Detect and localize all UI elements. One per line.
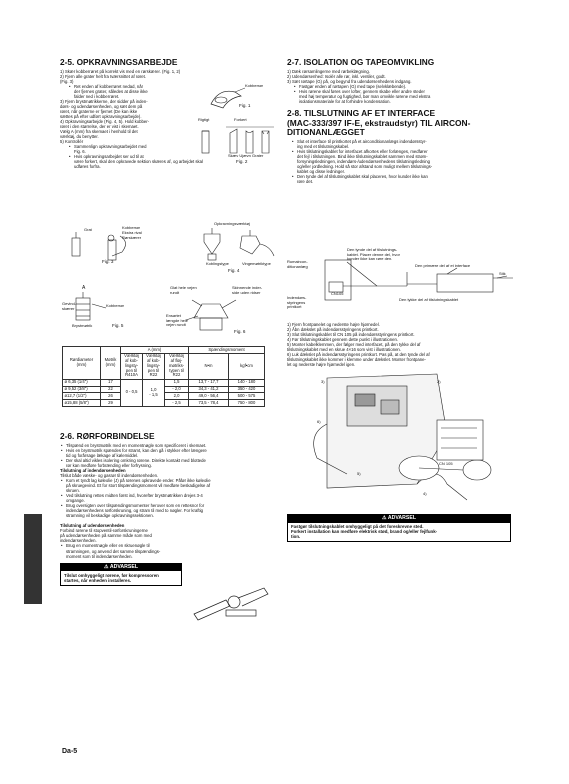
right-warning-box xyxy=(287,514,511,542)
indoor-unit-illustration xyxy=(287,364,517,504)
outdoor-connection-heading: Tilslutning af udendørsenheden xyxy=(60,523,125,529)
s27-bullet-1: • Fastgør enden af rørtapen (G) med tape (selvklæbende). xyxy=(299,84,509,89)
fig6-caption: Fig. 6 xyxy=(234,329,246,334)
diagram-label-primary: Den primære del af et interface xyxy=(415,263,471,268)
fig3-label-burr: Grat xyxy=(84,227,92,232)
photo-callout-6: 6) xyxy=(317,419,321,424)
th-kgf: kgf•cm xyxy=(229,353,265,379)
photo-callout-4: 4) xyxy=(423,491,427,496)
s27-item-2: 2) Udendørsenhed: Isolér alle rør, inkl. ventiler, godt. xyxy=(287,73,386,79)
fig1-label-copper: Kobberrør xyxy=(245,83,264,88)
photo-callout-2: 2) xyxy=(437,379,441,384)
cell-nm: 13,7 - 17,7 xyxy=(189,379,229,386)
flare-torque-table xyxy=(62,346,265,407)
cell-nut: 29 xyxy=(101,400,121,407)
outdoor-connection-text: Forbind rørene til stopventil-rørforskruningerne på udendørsenheden på samme måde som med indendørsenheden. xyxy=(60,528,152,544)
step-5: 5) Monter kabelklemmen, der følger med interfacet, på den tykke del af tilslutningskablet med en skrue 4×16 som vist i illustrationen. xyxy=(287,342,421,353)
wiring-drawing xyxy=(287,248,527,314)
th-nut: Møtrik (mm) xyxy=(101,347,121,380)
diagram-label-cn105: CN105 xyxy=(331,291,344,296)
language-side-tab xyxy=(24,514,42,604)
th-tool-r22: Værktøj af kob- lingsty- pen til R22 xyxy=(143,353,165,379)
fig6-label-even: Ensartet længde hele vejen rundt xyxy=(166,313,189,328)
fig5-caption: Fig. 5 xyxy=(112,323,124,328)
fig4-label-flare: Koblingstype xyxy=(206,261,229,266)
fig5-label-copper: Kobberrør xyxy=(106,303,125,308)
indoor-connection-text: Tilslut både væske- og gasrør til indendørsenheden. xyxy=(60,472,159,478)
photo-callout-5: 5) xyxy=(357,471,361,476)
right-column xyxy=(287,58,509,184)
s25-step-5: 5) Kontrollér xyxy=(60,139,84,145)
s27-item-3: 3) Sæt rørtape (G) på, og begynd fra udendørsenhedens indgang. xyxy=(287,78,412,84)
diagram-label-plug: Stik xyxy=(499,271,506,276)
interface-steps xyxy=(287,322,509,367)
cell-nut: 26 xyxy=(101,393,121,400)
cell-nm: 73,5 - 78,4 xyxy=(189,400,229,407)
fig6-label-smooth: Glat hele vejen rundt xyxy=(170,285,197,295)
th-tool-wing-r22: Værktøj af fløj- møtriks- typen til R22 xyxy=(165,353,189,379)
cell-nm: 34,3 - 41,2 xyxy=(189,386,229,393)
left-warning-head: ⚠ ADVARSEL xyxy=(61,564,181,572)
section-2-5-title: 2-5. OPKRAVNINGSARBEJDE xyxy=(60,57,178,67)
cell-kgf: 350 - 420 xyxy=(229,386,265,393)
left-warning-box xyxy=(60,563,182,586)
section-2-6-title: 2-6. RØRFORBINDELSE xyxy=(60,431,155,441)
step-2: 2) Åbn dækslet på indendørsstyringens printkort. xyxy=(287,327,379,333)
cell-tool-r22: 1,0 - 1,5 xyxy=(143,379,165,406)
deburr-drawing xyxy=(64,226,164,266)
s25-step-2-bullet: • Ret enden af kobberrøret nedad, når der fjernes grater, således at disse ikke falder ned i kobberrøret. xyxy=(74,84,198,99)
left-warning-body: Tilslut omhyggeligt rørene, før kompressoren startes, når enheden installeres. xyxy=(64,572,159,583)
fig4-label-tool: Opkravningsværktøj xyxy=(214,221,250,226)
indoor-connection-heading: Tilslutning af indendørsenheden xyxy=(60,467,126,473)
s26-bullet-1: • Tilspænd en brystmøtrik med en momentnøgle som specificeret i skemaet. xyxy=(66,443,282,448)
cell-nut: 22 xyxy=(101,386,121,393)
th-torque: Spændingsmoment xyxy=(189,347,265,354)
figure-3 xyxy=(64,226,164,272)
th-a: A (mm) xyxy=(121,347,189,354)
fig2-label-kinds: Skæv Ujævn Grater xyxy=(228,153,264,158)
s25-step-1: 1) Skær kobberrøret på korrekt vis med en rørskærer. (Fig. 1, 2) xyxy=(60,68,181,74)
fig3-label-copper: Kobberrør xyxy=(122,225,141,230)
wrench-figure xyxy=(186,580,282,626)
th-diameter: Rørdiameter (mm) xyxy=(63,347,101,380)
flare-tool-drawing xyxy=(190,226,282,266)
page-number: Da-5 xyxy=(62,748,78,755)
step-3: 3) Slut tilslutningskablet til CN 105 på indendørsstyringens printkort. xyxy=(287,332,415,338)
cell-tool-wing: - 2,5 xyxy=(165,400,189,407)
diagram-label-board: Indendørs- styringens printkort xyxy=(287,295,307,310)
figure-5 xyxy=(62,286,142,340)
section-2-8-title: 2-8. TILSLUTNING AF ET INTERFACE (MAC-333/397 IF-E, ekstraudstyr) TIL AIRCON- DITIONANLÆGGET xyxy=(287,107,471,138)
s25-check-bullet-1: • Sammenlign opkravningsarbejdet med Fig. 6. xyxy=(74,144,274,154)
cell-dia: ø 9,52 (3/8") xyxy=(63,386,101,393)
outdoor-bullet-1: • Brug en momentnøgle eller en skruenøgle til stramningen, og anvend det samme tilspændings- moment som til indendørsenheden. xyxy=(66,543,178,558)
torque-wrench-drawing xyxy=(186,580,282,626)
s28-bullet-2: • Hvis tilslutningskablet for interfacet afkortes eller forlænges, medfører det fejl i tilslutningen. Bind ikke tilslutningskablet sammen med strøm- forsyningsledningen, indendørs-/udendørsenhedens tilslutningsledning og/eller jordledning. Hold så stor afstand som muligt mellem tilslutnings- kablet og disse ledninger. xyxy=(297,149,509,174)
right-warning-head: ⚠ ADVARSEL xyxy=(288,515,510,523)
diagram-label-thick: Den tykke del af tilslutningskablet xyxy=(399,297,459,302)
indoor-bullet-3: • Brug oversigten over tilspændingsmomenter herover som en rettesnor for indendørsenhedens rørforskruning, og stram til med to nøgler. For kraftig stramning vil beskadige opkravningssektionen. xyxy=(66,503,282,518)
flare-die-drawing xyxy=(62,290,142,338)
step-4: 4) Før tilslutningskablet gennem dette punkt i illustrationen. xyxy=(287,337,399,343)
diagram-label-room-ac: Rumaircon- ditionanlæg xyxy=(287,259,308,269)
s26-bullet-2: • Hvis en brystmøtrik spændes for stramt, kan den gå i stykker efter længere tid og forårsage lækage af kølemiddel. xyxy=(66,448,282,458)
fig5-label-a: A xyxy=(82,285,86,291)
fig3-caption: Fig. 3 xyxy=(102,259,114,264)
cell-dia: ø12,7 (1/2") xyxy=(63,393,101,400)
step-6: 6) Luk dækslet på indendørsstyringens printkort. Pas på, at den tynde del af tilslutningskablet ikke kommer i klemme under dækslet. Monter frontpane- let og nederste højre hjørnedel igen. xyxy=(287,352,430,368)
cell-kgf: 140 - 180 xyxy=(229,379,265,386)
figure-4 xyxy=(190,222,282,276)
table-row xyxy=(63,379,265,386)
s27-item-1: 1) Dæk rørsamlingerne med rørbeklægning. xyxy=(287,68,370,74)
cell-tool-wing: - 2,0 xyxy=(165,386,189,393)
indoor-bullet-2: • Ved tilslutning rettes midten først ind, hvorefter brystmøtrikken drejes 3-4 omgange. xyxy=(66,493,282,503)
right-warning-body: Fastgør tilslutningskablet omhyggeligt på det foreskrevne sted. Forkert installation kan medføre elektrisk stød, brand og/eller fejlfunk- tion. xyxy=(291,524,438,540)
cell-dia: ø 6,35 (1/4") xyxy=(63,379,101,386)
diagram-label-thin-part: Den tynde del af tilslutnings- kablet. Placer denne del, hvor kunder ikke kan røre den. xyxy=(347,247,400,262)
cell-kgf: 500 - 575 xyxy=(229,393,265,400)
fig4-caption: Fig. 4 xyxy=(228,268,240,273)
s26-bullet-3: • Der skal altid vikles isolering omkring rørene. Direkte kontakt med blottede rør kan medføre forbrænding eller forfrysning. xyxy=(66,458,282,468)
fig5-label-die: Gevind- skærer xyxy=(62,301,77,311)
cell-tool-wing: 2,0 xyxy=(165,393,189,400)
photo-callout-cn105: CN 105 xyxy=(439,461,453,466)
indoor-bullet-1: • Kom et tyndt lag køleolie (J) på rørenes opkravede ender. Påfør ikke køleolie på skruegevind. Et for stort tilspændingsmoment vil medføre beskadigelse af skruen. xyxy=(66,478,282,493)
section-2-6 xyxy=(60,432,282,586)
interface-wiring-diagram xyxy=(287,248,527,314)
figure-1 xyxy=(205,82,275,112)
s28-bullet-1: • Slut et interface til printkortet på et airconditionanlægs indendørsstyr- ing med et tilslutningskabel. xyxy=(297,139,509,149)
section-2-7-title: 2-7. ISOLATION OG TAPEOMVIKLING xyxy=(287,57,435,67)
photo-callout-3: 3) xyxy=(321,379,325,384)
fig2-caption: Fig. 2 xyxy=(236,159,248,164)
fig3-label-reamer: Ekstra rival Rørskærer xyxy=(122,230,142,240)
cell-nm: 49,0 - 56,4 xyxy=(189,393,229,400)
th-tool-r410a: Værktøj af kob- lingsty- pen til R410A xyxy=(121,353,143,379)
s25-step-4: 4) Opkravningsarbejde (Fig. 4, 5). Hold kobber- røret i den størrelse, der er vist i skemaet. Vælg A (mm) fra skemaet i henhold til det værktøj, du benytter. xyxy=(60,119,150,140)
cell-dia: ø15,88 (5/8") xyxy=(63,400,101,407)
fig5-label-nut: Brystmøtrik xyxy=(72,323,93,328)
cell-tool-r410a: 0 - 0,5 xyxy=(121,379,143,406)
th-nm: N•m xyxy=(189,353,229,379)
s25-step-2: 2) Fjern alle grater helt fra tværsnittet af røret. (Fig. 3) xyxy=(60,73,146,84)
fig2-label-wrong: Forkert xyxy=(234,117,247,122)
s28-bullet-3: • Den tynde del af tilslutningskablet skal placeres, hvor kunder ikke kan røre det. xyxy=(297,174,509,184)
cell-nut: 17 xyxy=(101,379,121,386)
flare-torque-table-wrap xyxy=(62,346,265,407)
s25-step-3: 3) Fjern brystmøtrikkerne, der sidder på inden- dørs- og udendørsenheden, og sæt dem på røret, når graterne er fjernet (De kan ikke sættes på efter udført opkravningsarbejde). xyxy=(60,98,148,120)
indoor-unit-drawing xyxy=(287,364,517,504)
cell-kgf: 750 - 800 xyxy=(229,400,265,407)
step-1: 1) Fjern frontpanelet og nederste højre hjørnedel. xyxy=(287,322,380,327)
fig6-label-shiny: Skinnende inder- side uden ridser xyxy=(232,285,263,295)
fig4-label-wing: Vingemøtriktype xyxy=(242,261,271,266)
figure-6 xyxy=(150,286,282,344)
fig1-caption: Fig. 1 xyxy=(239,103,251,108)
s27-bullet-2: • Hvis rørene skal føres over lofter, gennem skabe eller andre steder med høj temperatur og fugtighed, bør man omvikle rørene med ekstra isolationsmateriale for at forhindre kondensation. xyxy=(299,89,509,104)
s25-check-bullet-2: • Hvis opkravningsarbejdet ser ud til at være forkert, skal den opkravede sektion skæres af, og arbejdet skal udføres forfra. xyxy=(74,154,274,169)
fig2-label-right: Rigtigt xyxy=(198,117,210,122)
figure-2 xyxy=(196,118,282,166)
cell-tool-wing: 1,5 xyxy=(165,379,189,386)
